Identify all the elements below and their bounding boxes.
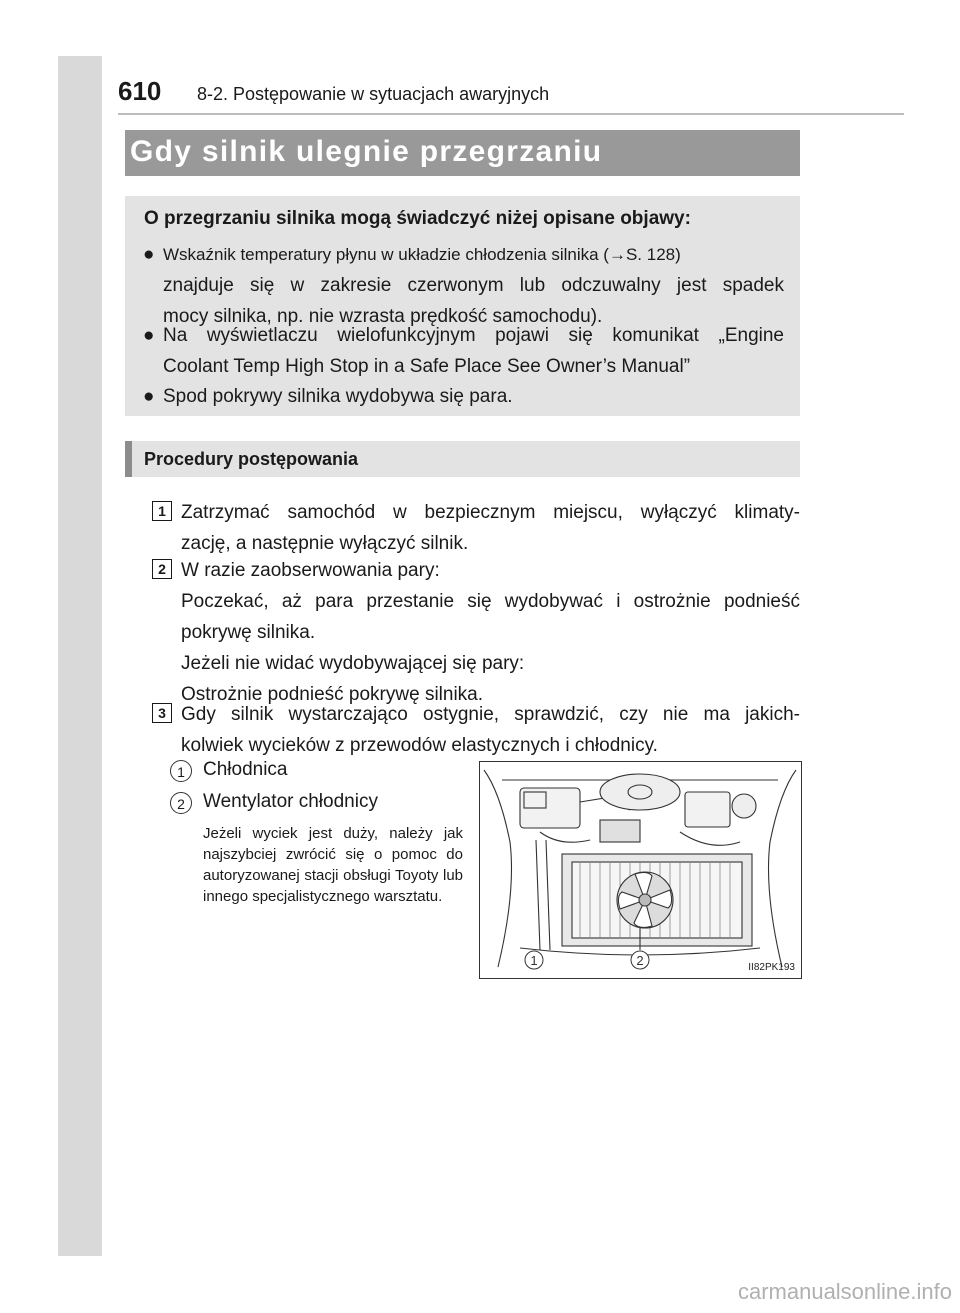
- chapter-heading: 8-2. Postępowanie w sytuacjach awaryjnych: [197, 84, 550, 104]
- figure-callout-2: 2: [636, 953, 644, 968]
- page-title: Gdy silnik ulegnie przegrzaniu: [130, 135, 603, 168]
- footer-watermark: carmanualsonline.info: [737, 1279, 952, 1304]
- step-1-line-2: zację, a następnie wyłączyć silnik.: [181, 533, 469, 554]
- step-2-line-2: Poczekać, aż para przestanie się wydobywać i ostrożnie podnieść: [181, 591, 800, 612]
- symptom-1-line-1: Wskaźnik temperatury płynu w układzie chłodzenia silnika (→S. 128): [163, 245, 681, 264]
- figure-code: II82PK193: [748, 962, 795, 973]
- step-3-line-1: Gdy silnik wystarczająco ostygnie, sprawdzić, czy nie ma jakich-: [181, 704, 800, 725]
- page-number: 610: [118, 76, 162, 106]
- step-2-line-3: pokrywę silnika.: [181, 622, 316, 643]
- symptoms-lead: O przegrzaniu silnika mogą świadczyć niżej opisane objawy:: [144, 208, 691, 229]
- bullet-icon: ●: [143, 325, 155, 346]
- step-number: 3: [152, 703, 172, 723]
- engine-bay-figure: [479, 761, 802, 979]
- header-rule: [118, 113, 904, 115]
- symptom-2-line-2: Coolant Temp High Stop in a Safe Place See Owner’s Manual”: [163, 356, 691, 377]
- bullet-icon: ●: [143, 386, 155, 407]
- callout-label-fan: Wentylator chłodnicy: [203, 791, 378, 812]
- symptom-2-line-1: Na wyświetlaczu wielofunkcyjnym pojawi się komunikat „Engine: [163, 325, 784, 346]
- step-2-line-1: W razie zaobserwowania pary:: [181, 560, 440, 581]
- step-number: 2: [152, 559, 172, 579]
- step-number: 1: [152, 501, 172, 521]
- step-2-line-4: Jeżeli nie widać wydobywającej się pary:: [181, 653, 525, 674]
- step-1-line-1: Zatrzymać samochód w bezpiecznym miejscu, wyłączyć klimaty-: [181, 502, 800, 523]
- engine-bay-illustration: [480, 762, 800, 977]
- procedure-heading: Procedury postępowania: [144, 449, 359, 469]
- bullet-icon: ●: [143, 244, 155, 265]
- symptom-3-line-1: Spod pokrywy silnika wydobywa się para.: [163, 386, 513, 407]
- symptom-1-line-3: mocy silnika, np. nie wzrasta prędkość samochodu).: [163, 306, 603, 327]
- callout-number: 1: [170, 760, 192, 782]
- step-2-line-5: Ostrożnie podnieść pokrywę silnika.: [181, 684, 484, 705]
- figure-callout-1: 1: [530, 953, 538, 968]
- callout-label-radiator: Chłodnica: [203, 759, 288, 780]
- symptom-1-line-2: znajduje się w zakresie czerwonym lub odczuwalny jest spadek: [163, 275, 784, 296]
- callout-number: 2: [170, 792, 192, 814]
- leak-note: Jeżeli wyciek jest duży, należy jak najszybciej zwrócić się o pomoc do autoryzowanej stacji obsługi Toyoty lub innego specjalistycznego warsztatu.: [203, 825, 463, 905]
- step-3-line-2: kolwiek wycieków z przewodów elastycznych i chłodnicy.: [181, 735, 658, 756]
- procedure-heading-accent: [125, 441, 132, 477]
- side-tab-bar: [58, 56, 102, 1256]
